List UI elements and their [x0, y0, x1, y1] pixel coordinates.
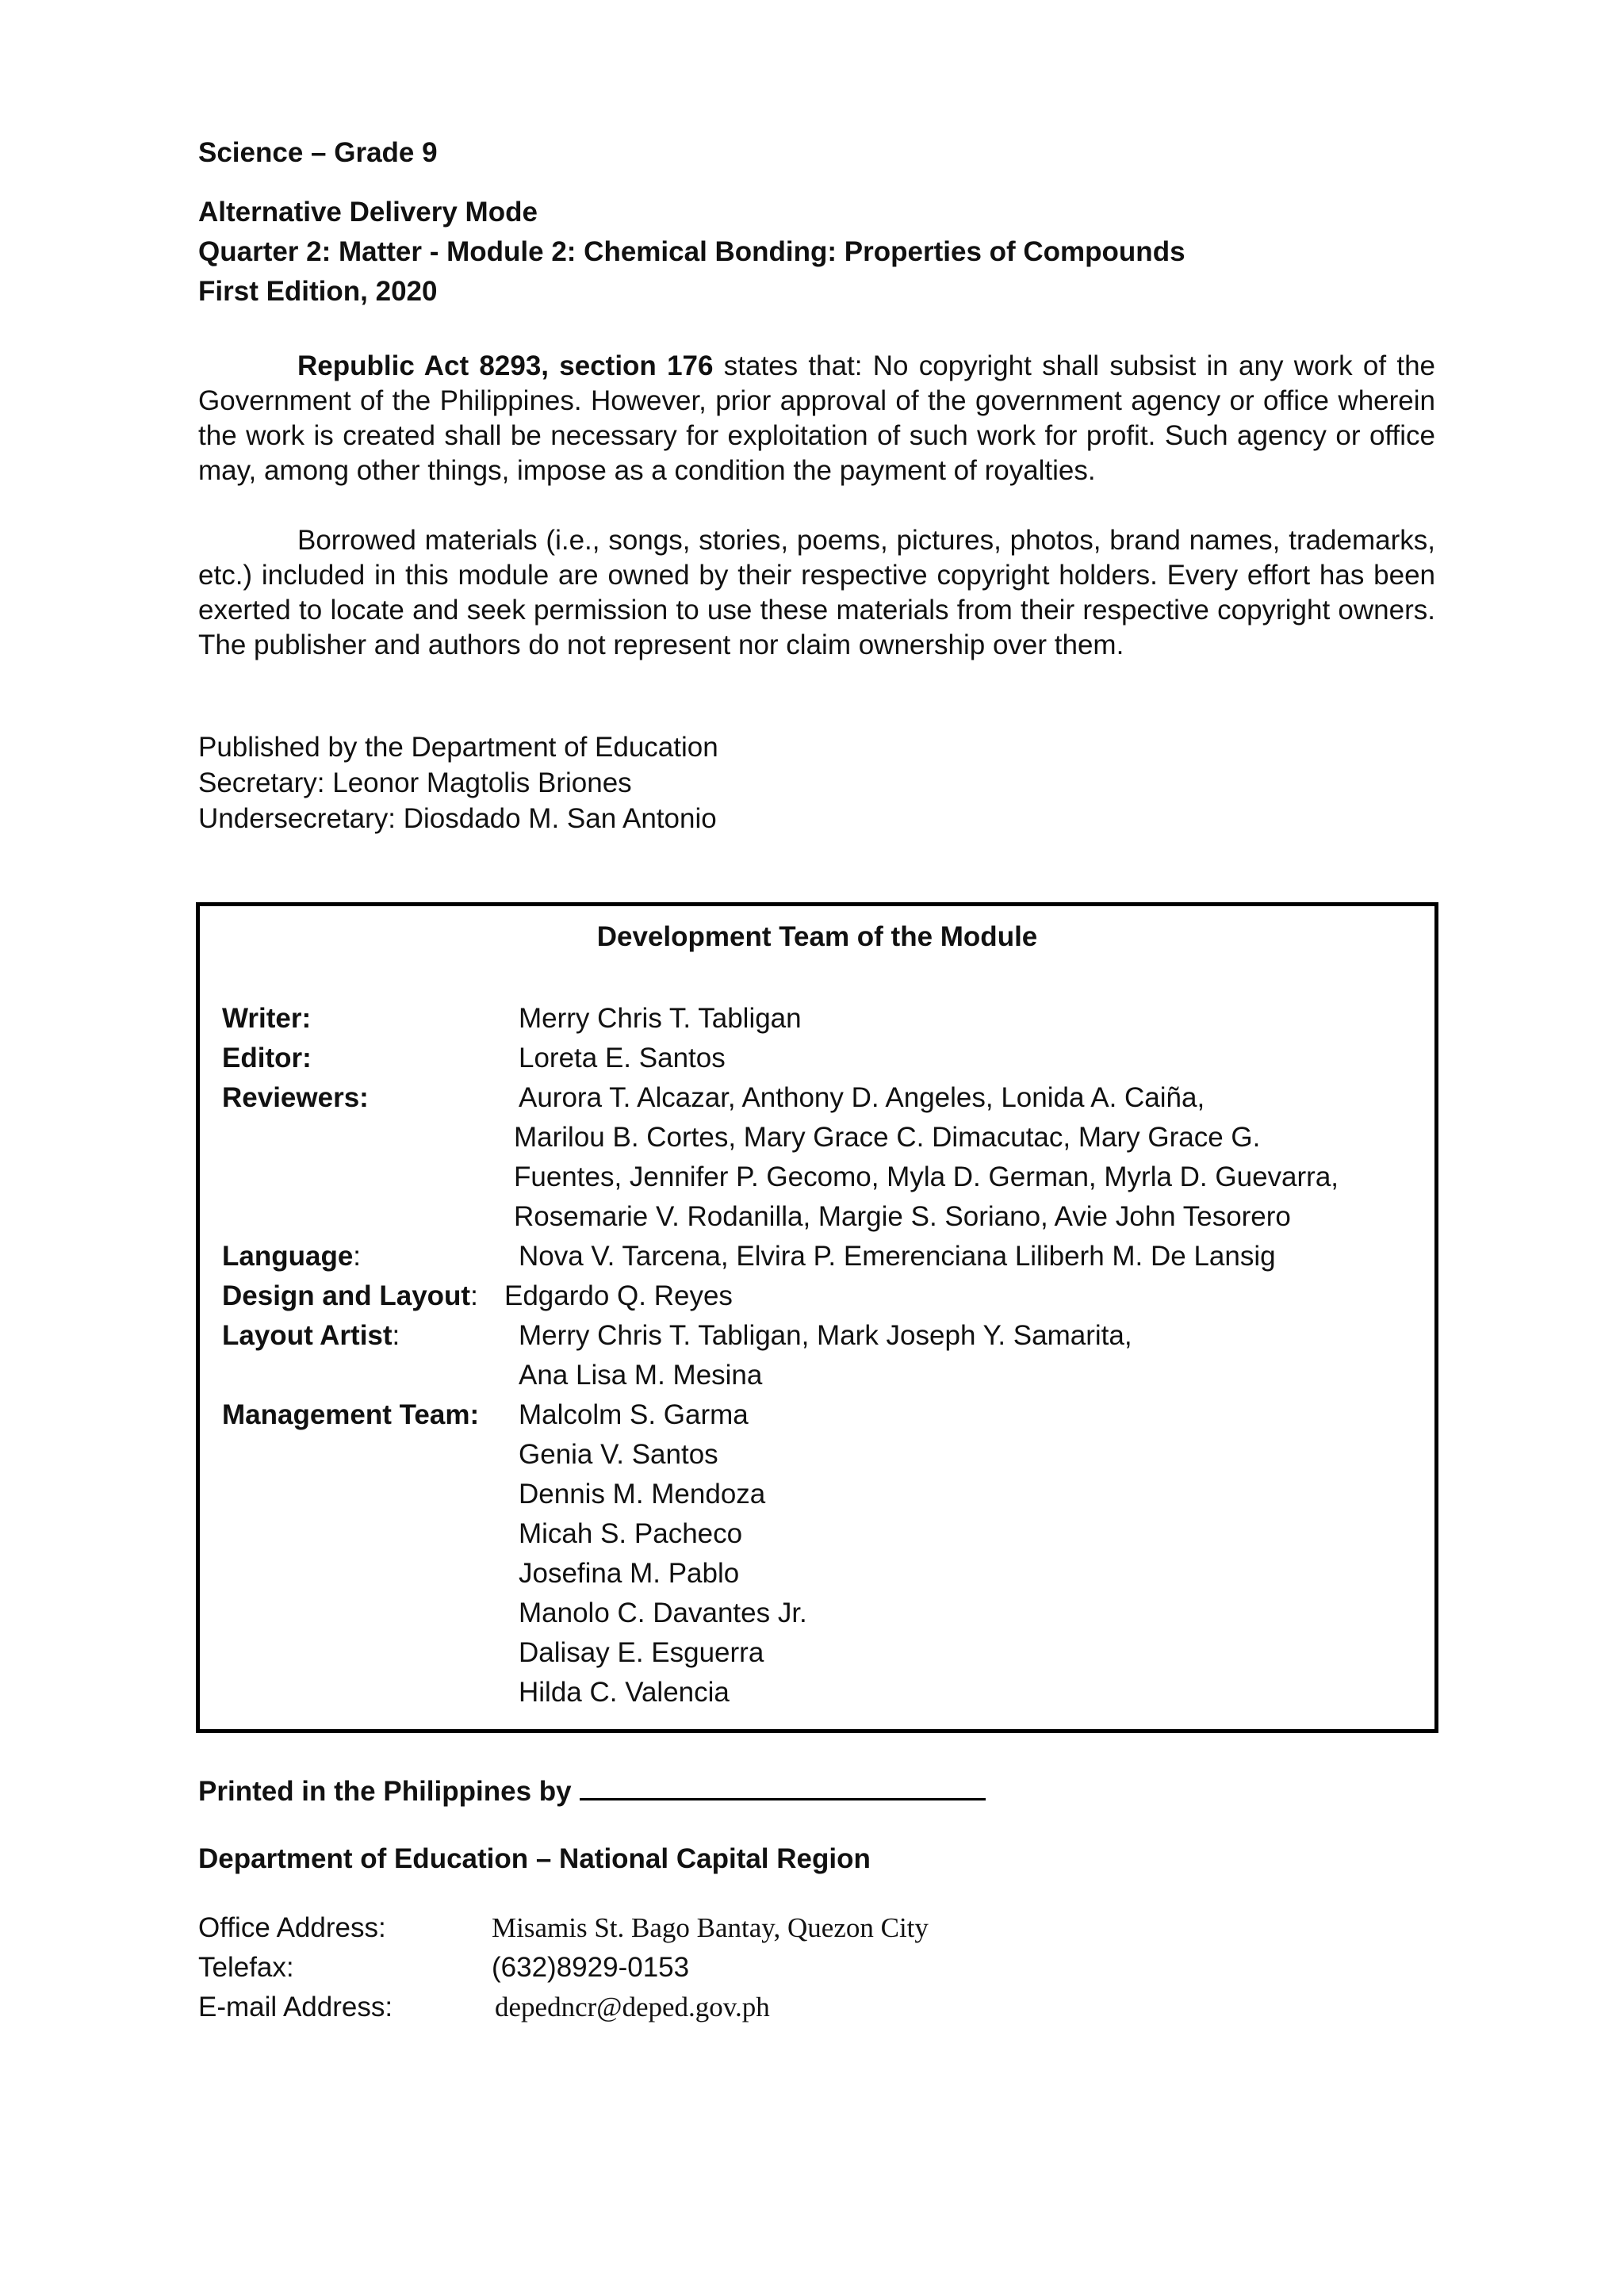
telefax-value: (632)8929-0153: [492, 1952, 690, 1983]
design-name: Edgardo Q. Reyes: [504, 1280, 733, 1311]
email-value[interactable]: depedncr@deped.gov.ph: [495, 1992, 770, 2022]
printed-by-line: [198, 1771, 986, 1812]
reviewers-line-2: Marilou B. Cortes, Mary Grace C. Dimacutac, Mary Grace G.: [514, 1122, 1261, 1153]
reviewers-line-1: Aurora T. Alcazar, Anthony D. Angeles, Lonida A. Caiña,: [519, 1082, 1205, 1113]
writer-name: Merry Chris T. Tabligan: [519, 1003, 802, 1034]
printer-blank-line: [580, 1771, 986, 1800]
published-by: Published by the Department of Education: [198, 732, 718, 763]
management-member: Josefina M. Pablo: [519, 1558, 740, 1589]
editor-label: Editor:: [222, 1043, 312, 1073]
secretary: Secretary: Leonor Magtolis Briones: [198, 767, 632, 798]
development-team-box: [196, 902, 1438, 1733]
law-text: states that: No copyright shall subsist in any work of the Government of the Philippines. However, prior approval of the government agency or office wherein the work is created shall be necessary for exploitation of such work for profit. Such agency or office may, among other things, impose as a condition the payment of royalties.: [198, 350, 1435, 486]
copyright-paragraph: [198, 349, 1435, 488]
language-label-wrap: Language:: [222, 1241, 362, 1272]
management-label: Management Team:: [222, 1399, 480, 1430]
management-member: Micah S. Pacheco: [519, 1518, 743, 1549]
law-reference: Republic Act 8293, section 176: [297, 350, 714, 381]
subject-title: Science – Grade 9: [198, 137, 438, 168]
module-title: Quarter 2: Matter - Module 2: Chemical Bonding: Properties of Compounds: [198, 236, 1185, 267]
management-member: Hilda C. Valencia: [519, 1677, 730, 1708]
management-member: Malcolm S. Garma: [519, 1399, 749, 1430]
borrowed-materials-paragraph: Borrowed materials (i.e., songs, stories, poems, pictures, photos, brand names, trademarks, etc.) included in this module are owned by their respective copyright holders. Every effort has been exerted to locate and seek permission to use these materials from their respective copyright owners. The publisher and authors do not represent nor claim ownership over them.: [198, 525, 1435, 660]
delivery-mode: Alternative Delivery Mode: [198, 197, 538, 228]
office-address-label: Office Address:: [198, 1912, 386, 1943]
reviewers-line-4: Rosemarie V. Rodanilla, Margie S. Soriano, Avie John Tesorero: [514, 1201, 1291, 1232]
layout-label-wrap: Layout Artist:: [222, 1320, 400, 1351]
management-member: Genia V. Santos: [519, 1439, 718, 1470]
layout-line-2: Ana Lisa M. Mesina: [519, 1360, 763, 1391]
reviewers-line-3: Fuentes, Jennifer P. Gecomo, Myla D. German, Myrla D. Guevarra,: [514, 1161, 1339, 1192]
management-member: Manolo C. Davantes Jr.: [519, 1598, 807, 1628]
writer-label: Writer:: [222, 1003, 312, 1034]
reviewers-label: Reviewers:: [222, 1082, 369, 1113]
design-label: Design and Layout: [222, 1280, 471, 1311]
region-title: Department of Education – National Capital Region: [198, 1843, 871, 1874]
office-address-value: Misamis St. Bago Bantay, Quezon City: [492, 1912, 929, 1943]
edition: First Edition, 2020: [198, 276, 438, 307]
language-label: Language: [222, 1241, 354, 1272]
printed-by-label: Printed in the Philippines by: [198, 1776, 572, 1807]
layout-label: Layout Artist: [222, 1320, 393, 1351]
management-member: Dalisay E. Esguerra: [519, 1637, 764, 1668]
design-label-wrap: Design and Layout:: [222, 1280, 478, 1311]
editor-name: Loreta E. Santos: [519, 1043, 726, 1073]
undersecretary: Undersecretary: Diosdado M. San Antonio: [198, 803, 717, 834]
telefax-label: Telefax:: [198, 1952, 294, 1983]
layout-line-1: Merry Chris T. Tabligan, Mark Joseph Y. Samarita,: [519, 1320, 1132, 1351]
team-title: Development Team of the Module: [596, 921, 1038, 952]
management-member: Dennis M. Mendoza: [519, 1479, 766, 1510]
language-names: Nova V. Tarcena, Elvira P. Emerenciana Liliberh M. De Lansig: [519, 1241, 1276, 1272]
email-label: E-mail Address:: [198, 1992, 393, 2022]
